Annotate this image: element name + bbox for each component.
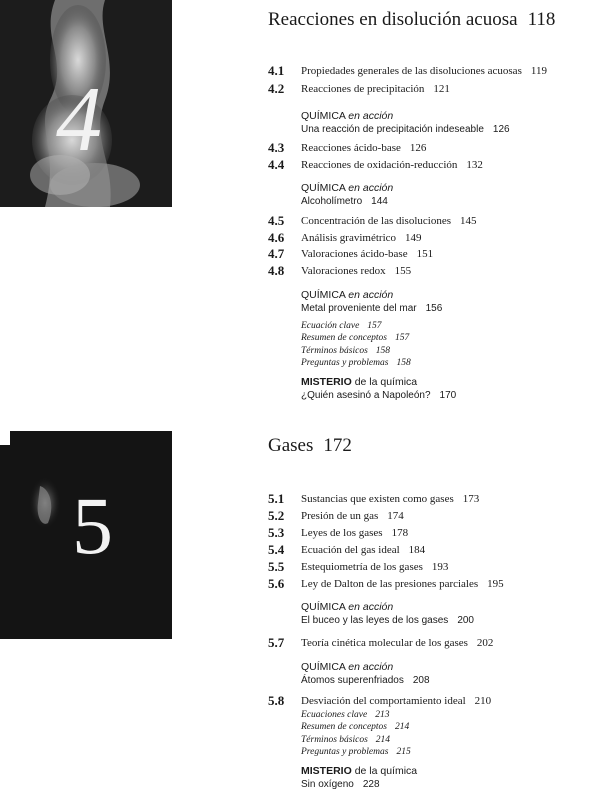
section-page: 119	[530, 65, 547, 77]
chapter-5: Gases 172 5.1 Sustancias que existen como gases 173 5.2 Presión de un gas 174 5.3 Leyes de los gases 178 5.4 Ecuación del gas ideal 184 5.5 Estequiometría de los gases 193 5.6 Ley de Dalton de las presiones parciales 195 QUÍMICA en acción El buceo y las leyes de los gases 200 5.7 Teoría cinética molecular de los gases 202 QUÍMICA en acción Átomos superenfriados 208 5.8 Desviación del comportamiento ideal 210 Ecuaciones clave 213 Resumen de conceptos 214 Términos básicos 214 Preguntas y problemas 215 MISTERIO de la química Sin oxígeno 228	[268, 434, 598, 458]
box-page: 144	[371, 196, 388, 207]
end-item[interactable]: Ecuación clave 157	[301, 321, 382, 331]
chapter-title-text: Gases	[268, 435, 314, 456]
section-title: Análisis gravimétrico	[301, 232, 397, 244]
section-page: 184	[408, 544, 426, 556]
section-title: Reacciones ácido-base	[301, 142, 401, 154]
box-heading: QUÍMICA en acción	[301, 601, 394, 613]
section-title: Estequiometría de los gases	[301, 561, 423, 573]
chapter-page: 172	[323, 435, 352, 456]
chapter-5-image	[0, 431, 172, 639]
quimica-en-accion-box[interactable]	[301, 110, 510, 136]
chapter-page: 118	[527, 9, 556, 30]
box-title: Metal proveniente del mar	[301, 303, 417, 314]
box-title: Sin oxígeno	[301, 779, 354, 790]
chapter-4-numeral: 4	[56, 68, 102, 170]
quimica-en-accion-box[interactable]	[301, 601, 474, 627]
box-page: 156	[425, 303, 443, 314]
end-item[interactable]: Términos básicos 214	[301, 734, 391, 745]
section-title: Valoraciones redox	[301, 265, 386, 277]
box-heading: QUÍMICA en acción	[301, 182, 394, 194]
section-page: 149	[405, 232, 422, 244]
end-item[interactable]: Resumen de conceptos 214	[301, 722, 410, 733]
misterio-box[interactable]	[301, 765, 417, 791]
section-title: Reacciones de oxidación-reducción	[301, 159, 458, 171]
section-page: 121	[433, 83, 450, 95]
section-title: Propiedades generales de las disoluciones acuosas	[301, 65, 522, 77]
box-page: 170	[439, 390, 457, 401]
section-title: Presión de un gas	[301, 510, 379, 522]
quimica-en-accion-box[interactable]	[301, 661, 430, 687]
box-page: 228	[362, 779, 380, 790]
end-item[interactable]: Términos básicos 158	[301, 345, 391, 356]
section-title: Ley de Dalton de las presiones parciales	[301, 578, 479, 590]
end-item[interactable]: Preguntas y problemas 215	[301, 746, 411, 757]
chapter-title-text: Reacciones en disolución acuosa	[268, 9, 518, 30]
chapter-5-numeral: 5	[72, 480, 113, 571]
section-page: 193	[431, 561, 449, 573]
chapter-5-title[interactable]	[268, 434, 598, 458]
section-title: Valoraciones ácido-base	[301, 248, 408, 260]
section-page: 210	[474, 695, 492, 707]
quimica-en-accion-box[interactable]	[301, 182, 393, 208]
section-title: Ecuación del gas ideal	[301, 544, 400, 556]
section-page: 202	[476, 637, 494, 649]
quimica-en-accion-box[interactable]	[301, 289, 442, 315]
box-page: 208	[412, 675, 430, 686]
box-title: Una reacción de precipitación indeseable	[301, 124, 484, 135]
section-page: 126	[409, 142, 427, 154]
chapter-4-title[interactable]	[268, 8, 598, 32]
end-item[interactable]: Resumen de conceptos 157	[301, 333, 410, 344]
section-page: 145	[460, 215, 477, 227]
box-page: 126	[492, 124, 510, 135]
chapter-4-image	[0, 0, 172, 207]
section-page: 178	[391, 527, 409, 539]
box-page: 200	[457, 615, 474, 626]
section-title: Desviación del comportamiento ideal	[301, 695, 466, 707]
box-heading: QUÍMICA en acción	[301, 289, 394, 301]
box-title: El buceo y las leyes de los gases	[301, 615, 449, 626]
section-page: 173	[462, 493, 480, 505]
section-page: 174	[387, 510, 404, 522]
section-page: 155	[394, 265, 412, 277]
section-page: 195	[487, 578, 504, 590]
section-title: Sustancias que existen como gases	[301, 493, 454, 505]
section-page: 151	[416, 248, 434, 260]
chapter-4: Reacciones en disolución acuosa 118 4.1 Propiedades generales de las disoluciones acuosas 119 4.2 Reacciones de precipitación 121 QUÍMICA en acción Una reacción de precipitación indeseable 126 4.3 Reacciones ácido-base 126 4.4 Reacciones de oxidación-reducción 132 QUÍMICA en acción Alcoholímetro 144 4.5 Concentración de las disoluciones 145 4.6 Análisis gravimétrico 149 4.7 Valoraciones ácido-base 151 4.8 Valoraciones redox 155 QUÍMICA en acción Metal proveniente del mar 156 Ecuación clave 157 Resumen de conceptos 157 Términos básicos 158 Preguntas y problemas 158 MISTERIO de la química ¿Quién asesinó a Napoleón? 170	[268, 8, 598, 32]
box-heading: MISTERIO de la química	[301, 376, 418, 388]
box-heading: QUÍMICA en acción	[301, 661, 394, 673]
box-heading: QUÍMICA en acción	[301, 110, 394, 122]
section-title: Teoría cinética molecular de los gases	[301, 637, 468, 649]
chapter-4-end-matter	[301, 320, 411, 369]
box-title: Alcoholímetro	[301, 196, 363, 207]
box-title: Átomos superenfriados	[301, 675, 404, 686]
misterio-box[interactable]	[301, 376, 456, 402]
box-heading: MISTERIO de la química	[301, 765, 418, 777]
section-title: Reacciones de precipitación	[301, 83, 425, 95]
section-title: Leyes de los gases	[301, 527, 383, 539]
end-item[interactable]: Ecuaciones clave 213	[301, 710, 390, 720]
box-title: ¿Quién asesinó a Napoleón?	[301, 390, 431, 401]
section-title: Concentración de las disoluciones	[301, 215, 451, 227]
section-page: 132	[466, 159, 483, 171]
chapter-5-end-matter	[301, 709, 411, 758]
end-item[interactable]: Preguntas y problemas 158	[301, 357, 411, 368]
